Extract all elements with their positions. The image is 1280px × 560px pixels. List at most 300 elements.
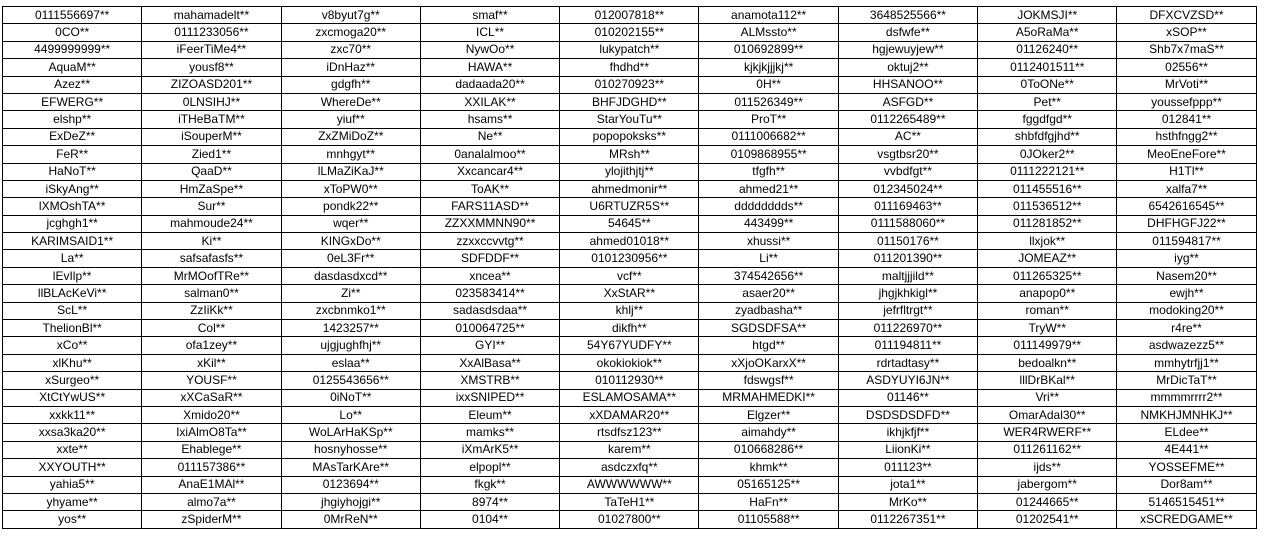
table-cell: rdrtadtasy** bbox=[838, 354, 977, 371]
table-cell: yhyame** bbox=[3, 493, 142, 510]
table-cell: ylojithjtj** bbox=[560, 163, 699, 180]
table-cell: ASFGD** bbox=[838, 93, 977, 110]
table-cell: WhereDe** bbox=[281, 93, 420, 110]
table-cell: fdswgsf** bbox=[699, 372, 838, 389]
table-cell: 374542656** bbox=[699, 267, 838, 284]
table-cell: 0JOker2** bbox=[978, 146, 1117, 163]
table-cell: iTHeBaTM** bbox=[142, 111, 281, 128]
table-row bbox=[3, 511, 1257, 528]
table-row bbox=[3, 59, 1257, 76]
table-cell: Lo** bbox=[281, 406, 420, 423]
table-cell: ixxSNIPED** bbox=[420, 389, 559, 406]
table-cell: AC** bbox=[838, 128, 977, 145]
table-cell: yiuf** bbox=[281, 111, 420, 128]
table-cell: 0MrReN** bbox=[281, 511, 420, 528]
table-cell: 012841** bbox=[1117, 111, 1256, 128]
table-body bbox=[3, 7, 1257, 529]
table-cell: jabergom** bbox=[978, 476, 1117, 493]
table-cell: youssefppp** bbox=[1117, 93, 1256, 110]
table-cell: 0123694** bbox=[281, 476, 420, 493]
table-cell: 443499** bbox=[699, 215, 838, 232]
table-cell: Sur** bbox=[142, 198, 281, 215]
table-cell: 6542616545** bbox=[1117, 198, 1256, 215]
table-cell: ThelionBl** bbox=[3, 320, 142, 337]
table-cell: SDFDDF** bbox=[420, 250, 559, 267]
table-cell: xxkk11** bbox=[3, 406, 142, 423]
table-cell: xncea** bbox=[420, 267, 559, 284]
table-cell: htgd** bbox=[699, 337, 838, 354]
table-cell: Elgzer** bbox=[699, 406, 838, 423]
table-cell: sadasdsdaa** bbox=[420, 302, 559, 319]
table-cell: ICL** bbox=[420, 24, 559, 41]
table-cell: 010112930** bbox=[560, 372, 699, 389]
table-cell: aimahdy** bbox=[699, 424, 838, 441]
table-cell: 0iNoT** bbox=[281, 389, 420, 406]
table-cell: elshp** bbox=[3, 111, 142, 128]
table-cell: v8byut7g** bbox=[281, 7, 420, 24]
table-cell: ASDYUYI6JN** bbox=[838, 372, 977, 389]
table-cell: xhussi** bbox=[699, 233, 838, 250]
table-cell: Dor8am** bbox=[1117, 476, 1256, 493]
table-cell: iFeerTiMe4** bbox=[142, 41, 281, 58]
table-cell: 0H** bbox=[699, 76, 838, 93]
table-cell: okokiokiok** bbox=[560, 354, 699, 371]
table-cell: HAWA** bbox=[420, 59, 559, 76]
table-cell: A5oRaMa** bbox=[978, 24, 1117, 41]
table-cell: XtCtYwUS** bbox=[3, 389, 142, 406]
table-cell: LiionKi** bbox=[838, 441, 977, 458]
table-cell: zxc70** bbox=[281, 41, 420, 58]
table-cell: xSOP** bbox=[1117, 24, 1256, 41]
table-cell: 011536512** bbox=[978, 198, 1117, 215]
table-cell: 8974** bbox=[420, 493, 559, 510]
table-row bbox=[3, 302, 1257, 319]
table-cell: 011201390** bbox=[838, 250, 977, 267]
table-cell: zyadbasha** bbox=[699, 302, 838, 319]
table-row bbox=[3, 424, 1257, 441]
table-cell: iDnHaz** bbox=[281, 59, 420, 76]
table-cell: 01146** bbox=[838, 389, 977, 406]
table-cell: jhgiyhojgi** bbox=[281, 493, 420, 510]
table-row bbox=[3, 441, 1257, 458]
table-cell: lXMOshTA** bbox=[3, 198, 142, 215]
table-cell: safsafasfs** bbox=[142, 250, 281, 267]
table-cell: WoLArHaKSp** bbox=[281, 424, 420, 441]
table-cell: 011281852** bbox=[978, 215, 1117, 232]
table-row bbox=[3, 337, 1257, 354]
table-cell: Zi** bbox=[281, 285, 420, 302]
table-cell: MeoEneFore** bbox=[1117, 146, 1256, 163]
table-cell: maltjjjild** bbox=[838, 267, 977, 284]
table-cell: 01202541** bbox=[978, 511, 1117, 528]
table-cell: ZZXXMMNN90** bbox=[420, 215, 559, 232]
table-cell: 01027800** bbox=[560, 511, 699, 528]
table-cell: KARIMSAID1** bbox=[3, 233, 142, 250]
table-cell: AquaM** bbox=[3, 59, 142, 76]
table-cell: 01126240** bbox=[978, 41, 1117, 58]
table-row bbox=[3, 163, 1257, 180]
table-cell: Eleum** bbox=[420, 406, 559, 423]
table-cell: oktuj2** bbox=[838, 59, 977, 76]
table-cell: yos** bbox=[3, 511, 142, 528]
table-cell: 011594817** bbox=[1117, 233, 1256, 250]
table-row bbox=[3, 493, 1257, 510]
table-cell: wqer** bbox=[281, 215, 420, 232]
table-cell: 010202155** bbox=[560, 24, 699, 41]
table-cell: ExDeZ** bbox=[3, 128, 142, 145]
table-cell: ikhjkfjf** bbox=[838, 424, 977, 441]
table-cell: QaaD** bbox=[142, 163, 281, 180]
table-cell: EFWERG** bbox=[3, 93, 142, 110]
table-cell: JOMEAZ** bbox=[978, 250, 1117, 267]
table-cell: ijds** bbox=[978, 459, 1117, 476]
table-cell: JOKMSJI** bbox=[978, 7, 1117, 24]
table-cell: asdwazezz5** bbox=[1117, 337, 1256, 354]
table-cell: YOSSEFME** bbox=[1117, 459, 1256, 476]
table-cell: hsams** bbox=[420, 111, 559, 128]
table-cell: 0111556697** bbox=[3, 7, 142, 24]
table-cell: 011265325** bbox=[978, 267, 1117, 284]
table-cell: DHFHGFJ22** bbox=[1117, 215, 1256, 232]
table-cell: llBLAcKeVi** bbox=[3, 285, 142, 302]
table-cell: almo7a** bbox=[142, 493, 281, 510]
table-cell: 010668286** bbox=[699, 441, 838, 458]
table-row bbox=[3, 389, 1257, 406]
table-cell: 0CO** bbox=[3, 24, 142, 41]
table-cell: modoking20** bbox=[1117, 302, 1256, 319]
table-cell: 011123** bbox=[838, 459, 977, 476]
table-cell: ZxZMiDoZ** bbox=[281, 128, 420, 145]
table-cell: vcf** bbox=[560, 267, 699, 284]
table-cell: 54645** bbox=[560, 215, 699, 232]
table-cell: ofa1zey** bbox=[142, 337, 281, 354]
table-cell: Azez** bbox=[3, 76, 142, 93]
table-cell: Ki** bbox=[142, 233, 281, 250]
table-cell: dikfh** bbox=[560, 320, 699, 337]
table-cell: NMKHJMNHKJ** bbox=[1117, 406, 1256, 423]
table-cell: mahmoude24** bbox=[142, 215, 281, 232]
table-cell: IxiAlmO8Ta** bbox=[142, 424, 281, 441]
table-cell: DFXCVZSD** bbox=[1117, 7, 1256, 24]
table-cell: xSCREDGAME** bbox=[1117, 511, 1256, 528]
table-cell: U6RTUZR5S** bbox=[560, 198, 699, 215]
table-cell: vvbdfgt** bbox=[838, 163, 977, 180]
table-cell: ProT** bbox=[699, 111, 838, 128]
table-cell: FARS11ASD** bbox=[420, 198, 559, 215]
table-cell: 010064725** bbox=[420, 320, 559, 337]
table-cell: 05165125** bbox=[699, 476, 838, 493]
table-cell: xlKhu** bbox=[3, 354, 142, 371]
table-cell: iSkyAng** bbox=[3, 180, 142, 197]
table-cell: shbfdfgjhd** bbox=[978, 128, 1117, 145]
table-cell: gdgfh** bbox=[281, 76, 420, 93]
table-cell: 3648525566** bbox=[838, 7, 977, 24]
table-cell: dsfwfe** bbox=[838, 24, 977, 41]
table-cell: Zied1** bbox=[142, 146, 281, 163]
table-row bbox=[3, 459, 1257, 476]
table-cell: 012007818** bbox=[560, 7, 699, 24]
table-cell: mahamadelt** bbox=[142, 7, 281, 24]
table-cell: yousf8** bbox=[142, 59, 281, 76]
table-cell: TryW** bbox=[978, 320, 1117, 337]
table-cell: mmhytrfjj1** bbox=[1117, 354, 1256, 371]
table-cell: xXDAMAR20** bbox=[560, 406, 699, 423]
table-cell: Xmido20** bbox=[142, 406, 281, 423]
table-cell: XxAlBasa** bbox=[420, 354, 559, 371]
table-cell: ahmedmonir** bbox=[560, 180, 699, 197]
table-cell: TaTeH1** bbox=[560, 493, 699, 510]
table-cell: 01105588** bbox=[699, 511, 838, 528]
table-cell: rtsdfsz123** bbox=[560, 424, 699, 441]
table-cell: asdczxfq** bbox=[560, 459, 699, 476]
table-cell: 4E441** bbox=[1117, 441, 1256, 458]
table-cell: 1423257** bbox=[281, 320, 420, 337]
table-cell: ujgjughfhj** bbox=[281, 337, 420, 354]
table-cell: WER4RWERF** bbox=[978, 424, 1117, 441]
table-cell: 023583414** bbox=[420, 285, 559, 302]
table-cell: 0ToONe** bbox=[978, 76, 1117, 93]
table-cell: smaf** bbox=[420, 7, 559, 24]
table-cell: XxStAR** bbox=[560, 285, 699, 302]
table-cell: lllDrBKal** bbox=[978, 372, 1117, 389]
table-cell: StarYouTu** bbox=[560, 111, 699, 128]
table-cell: HHSANOO** bbox=[838, 76, 977, 93]
table-cell: 0112265489** bbox=[838, 111, 977, 128]
table-cell: eslaa** bbox=[281, 354, 420, 371]
table-cell: Nasem20** bbox=[1117, 267, 1256, 284]
table-cell: dadaada20** bbox=[420, 76, 559, 93]
table-cell: hgjewuyjew** bbox=[838, 41, 977, 58]
table-cell: 010692899** bbox=[699, 41, 838, 58]
table-cell: OmarAdal30** bbox=[978, 406, 1117, 423]
table-cell: 0112267351** bbox=[838, 511, 977, 528]
table-cell: 011157386** bbox=[142, 459, 281, 476]
table-cell: FeR** bbox=[3, 146, 142, 163]
table-cell: 0111233056** bbox=[142, 24, 281, 41]
table-cell: 0104** bbox=[420, 511, 559, 528]
table-cell: ahmed01018** bbox=[560, 233, 699, 250]
table-cell: pondk22** bbox=[281, 198, 420, 215]
table-cell: Vri** bbox=[978, 389, 1117, 406]
table-cell: xalfa7** bbox=[1117, 180, 1256, 197]
table-cell: jota1** bbox=[838, 476, 977, 493]
table-cell: 0LNSIHJ** bbox=[142, 93, 281, 110]
table-cell: asaer20** bbox=[699, 285, 838, 302]
table-cell: khmk** bbox=[699, 459, 838, 476]
table-cell: kjkjkjjjkj** bbox=[699, 59, 838, 76]
table-row bbox=[3, 476, 1257, 493]
table-cell: bedoalkn** bbox=[978, 354, 1117, 371]
table-cell: popopoksks** bbox=[560, 128, 699, 145]
table-cell: MRMAHMEDKI** bbox=[699, 389, 838, 406]
table-cell: DSDSDSDFD** bbox=[838, 406, 977, 423]
table-row bbox=[3, 146, 1257, 163]
table-cell: hsthfngg2** bbox=[1117, 128, 1256, 145]
table-cell: AnaE1MAl** bbox=[142, 476, 281, 493]
table-cell: 011149979** bbox=[978, 337, 1117, 354]
table-cell: AWWWWWW** bbox=[560, 476, 699, 493]
table-cell: xKil** bbox=[142, 354, 281, 371]
table-cell: KINGxDo** bbox=[281, 233, 420, 250]
table-cell: Pet** bbox=[978, 93, 1117, 110]
data-table bbox=[2, 6, 1257, 529]
table-row bbox=[3, 267, 1257, 284]
table-cell: salman0** bbox=[142, 285, 281, 302]
table-row bbox=[3, 111, 1257, 128]
table-cell: zxcbnmko1** bbox=[281, 302, 420, 319]
table-cell: 0109868955** bbox=[699, 146, 838, 163]
table-cell: MrVoti** bbox=[1117, 76, 1256, 93]
table-cell: hosnyhosse** bbox=[281, 441, 420, 458]
table-cell: mmmmrrrr2** bbox=[1117, 389, 1256, 406]
table-cell: XMSTRB** bbox=[420, 372, 559, 389]
table-row bbox=[3, 285, 1257, 302]
table-cell: 02556** bbox=[1117, 59, 1256, 76]
table-cell: Shb7x7maS** bbox=[1117, 41, 1256, 58]
table-cell: NywOo** bbox=[420, 41, 559, 58]
table-cell: Ehablege** bbox=[142, 441, 281, 458]
table-cell: MAsTarKAre** bbox=[281, 459, 420, 476]
table-cell: 011194811** bbox=[838, 337, 977, 354]
table-cell: fggdfgd** bbox=[978, 111, 1117, 128]
table-cell: 011169463** bbox=[838, 198, 977, 215]
table-cell: 54Y67YUDFY** bbox=[560, 337, 699, 354]
table-cell: 0112401511** bbox=[978, 59, 1117, 76]
table-cell: 4499999999** bbox=[3, 41, 142, 58]
table-cell: karem** bbox=[560, 441, 699, 458]
table-cell: xCo** bbox=[3, 337, 142, 354]
table-cell: xXjoOKarxX** bbox=[699, 354, 838, 371]
table-row bbox=[3, 320, 1257, 337]
table-row bbox=[3, 372, 1257, 389]
table-cell: elpopl** bbox=[420, 459, 559, 476]
table-cell: H1Tl** bbox=[1117, 163, 1256, 180]
table-cell: xToPW0** bbox=[281, 180, 420, 197]
table-row bbox=[3, 24, 1257, 41]
table-cell: xxte** bbox=[3, 441, 142, 458]
table-cell: HaNoT** bbox=[3, 163, 142, 180]
table-cell: ScL** bbox=[3, 302, 142, 319]
table-cell: 011526349** bbox=[699, 93, 838, 110]
table-cell: llxjok** bbox=[978, 233, 1117, 250]
table-row bbox=[3, 198, 1257, 215]
table-row bbox=[3, 406, 1257, 423]
table-row bbox=[3, 233, 1257, 250]
table-cell: dasdasdxcd** bbox=[281, 267, 420, 284]
table-cell: xxsa3ka20** bbox=[3, 424, 142, 441]
table-cell: ALMssto** bbox=[699, 24, 838, 41]
table-cell: GYI** bbox=[420, 337, 559, 354]
table-cell: xSurgeo** bbox=[3, 372, 142, 389]
table-cell: HmZaSpe** bbox=[142, 180, 281, 197]
table-cell: YOUSF** bbox=[142, 372, 281, 389]
table-cell: MrMOofTRe** bbox=[142, 267, 281, 284]
table-cell: ZzIiKk** bbox=[142, 302, 281, 319]
table-cell: jefrfltrgt** bbox=[838, 302, 977, 319]
table-row bbox=[3, 76, 1257, 93]
table-cell: yahia5** bbox=[3, 476, 142, 493]
table-row bbox=[3, 93, 1257, 110]
table-cell: 0111006682** bbox=[699, 128, 838, 145]
table-row bbox=[3, 354, 1257, 371]
table-cell: 0111222121** bbox=[978, 163, 1117, 180]
table-cell: La** bbox=[3, 250, 142, 267]
table-cell: khlj** bbox=[560, 302, 699, 319]
table-cell: MrKo** bbox=[838, 493, 977, 510]
table-cell: fhdhd** bbox=[560, 59, 699, 76]
table-cell: r4re** bbox=[1117, 320, 1256, 337]
table-cell: zSpiderM** bbox=[142, 511, 281, 528]
table-cell: mnhgyt** bbox=[281, 146, 420, 163]
table-row bbox=[3, 180, 1257, 197]
table-cell: iSouperM** bbox=[142, 128, 281, 145]
table-cell: ahmed21** bbox=[699, 180, 838, 197]
table-row bbox=[3, 7, 1257, 24]
table-cell: 010270923** bbox=[560, 76, 699, 93]
table-row bbox=[3, 215, 1257, 232]
table-cell: Li** bbox=[699, 250, 838, 267]
table-cell: 011226970** bbox=[838, 320, 977, 337]
table-cell: 012345024** bbox=[838, 180, 977, 197]
table-cell: 011261162** bbox=[978, 441, 1117, 458]
table-cell: vsgtbsr20** bbox=[838, 146, 977, 163]
table-cell: jhgjkhkigl** bbox=[838, 285, 977, 302]
table-cell: ewjh** bbox=[1117, 285, 1256, 302]
table-cell: 5146515451** bbox=[1117, 493, 1256, 510]
table-cell: dddddddds** bbox=[699, 198, 838, 215]
table-cell: jcghgh1** bbox=[3, 215, 142, 232]
table-cell: 0115017​6** bbox=[838, 233, 977, 250]
table-cell: anamota112** bbox=[699, 7, 838, 24]
table-cell: 0analalmoo** bbox=[420, 146, 559, 163]
table-cell: 01244665** bbox=[978, 493, 1117, 510]
table-cell: MRsh** bbox=[560, 146, 699, 163]
table-cell: XXYOUTH** bbox=[3, 459, 142, 476]
table-cell: Ne** bbox=[420, 128, 559, 145]
table-cell: BHFJDGHD** bbox=[560, 93, 699, 110]
table-cell: lEvIlp** bbox=[3, 267, 142, 284]
table-row bbox=[3, 250, 1257, 267]
table-cell: 0111588060** bbox=[838, 215, 977, 232]
table-cell: ToAK** bbox=[420, 180, 559, 197]
table-cell: SGDSDFSA** bbox=[699, 320, 838, 337]
table-cell: ELdee** bbox=[1117, 424, 1256, 441]
table-cell: 011455516** bbox=[978, 180, 1117, 197]
table-cell: ESLAMOSAMA** bbox=[560, 389, 699, 406]
table-cell: roman** bbox=[978, 302, 1117, 319]
table-cell: lLMaZiKaJ** bbox=[281, 163, 420, 180]
table-cell: HaFn** bbox=[699, 493, 838, 510]
table-cell: 0eL3Fr** bbox=[281, 250, 420, 267]
table-cell: anapop0** bbox=[978, 285, 1117, 302]
table-cell: zxcmoga20** bbox=[281, 24, 420, 41]
table-cell: tfgfh** bbox=[699, 163, 838, 180]
table-cell: iyg** bbox=[1117, 250, 1256, 267]
table-cell: lukypatch** bbox=[560, 41, 699, 58]
table-cell: iXmArK5** bbox=[420, 441, 559, 458]
table-cell: Xxcancar4** bbox=[420, 163, 559, 180]
table-cell: fkgk** bbox=[420, 476, 559, 493]
table-cell: XXILAK** bbox=[420, 93, 559, 110]
table-row bbox=[3, 128, 1257, 145]
table-cell: 0125543656** bbox=[281, 372, 420, 389]
table-row bbox=[3, 41, 1257, 58]
table-cell: MrDicTaT** bbox=[1117, 372, 1256, 389]
table-cell: zzxxccvvtg** bbox=[420, 233, 559, 250]
table-cell: Col** bbox=[142, 320, 281, 337]
table-cell: xXCaSaR** bbox=[142, 389, 281, 406]
table-cell: ZIZOASD201** bbox=[142, 76, 281, 93]
